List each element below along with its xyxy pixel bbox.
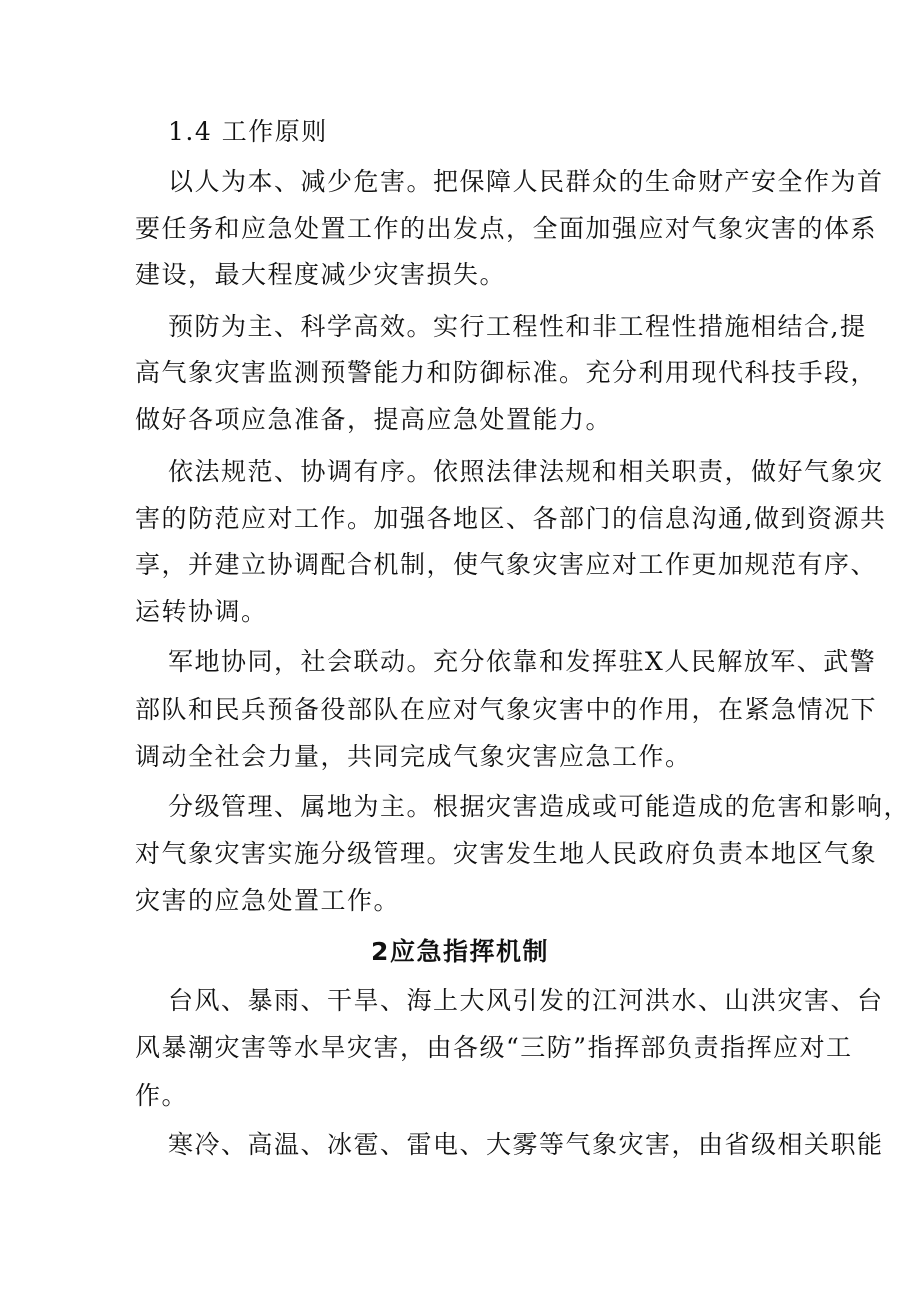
paragraph-line: 对气象灾害实施分级管理。灾害发生地人民政府负责本地区气象 <box>135 839 878 868</box>
paragraph-line: 建设，最大程度减少灾害损失。 <box>135 260 507 289</box>
paragraph-line: 风暴潮灾害等水旱灾害，由各级“三防”指挥部负责指挥应对工 <box>135 1033 853 1062</box>
section-heading-2: 2应急指挥机制 <box>371 937 549 966</box>
section-heading-1-4: 1.4 工作原则 <box>168 117 328 146</box>
paragraph-line: 以人为本、减少危害。把保障人民群众的生命财产安全作为首 <box>168 167 884 196</box>
paragraph-line: 作。 <box>135 1081 189 1110</box>
paragraph-line: 依法规范、协调有序。依照法律法规和相关职责，做好气象灾 <box>168 457 884 486</box>
paragraph-line: 调动全社会力量，共同完成气象灾害应急工作。 <box>135 742 692 771</box>
paragraph-line: 运转协调。 <box>135 597 268 626</box>
paragraph-line: 要任务和应急处置工作的出发点，全面加强应对气象灾害的体系 <box>135 214 878 243</box>
paragraph-line: 享，并建立协调配合机制，使气象灾害应对工作更加规范有序、 <box>135 550 878 579</box>
paragraph-line: 寒冷、高温、冰雹、雷电、大雾等气象灾害，由省级相关职能 <box>168 1130 884 1159</box>
paragraph-line: 分级管理、属地为主。根据灾害造成或可能造成的危害和影响， <box>168 792 911 821</box>
paragraph-line: 台风、暴雨、干旱、海上大风引发的江河洪水、山洪灾害、台 <box>168 986 884 1015</box>
paragraph-line: 害的防范应对工作。加强各地区、各部门的信息沟通,做到资源共 <box>135 504 887 533</box>
paragraph-line: 预防为主、科学高效。实行工程性和非工程性措施相结合,提 <box>168 312 867 341</box>
paragraph-line: 军地协同，社会联动。充分依靠和发挥驻X人民解放军、武警 <box>168 647 877 676</box>
paragraph-line: 部队和民兵预备役部队在应对气象灾害中的作用，在紧急情况下 <box>135 695 878 724</box>
paragraph-line: 灾害的应急处置工作。 <box>135 886 401 915</box>
paragraph-line: 做好各项应急准备，提高应急处置能力。 <box>135 405 613 434</box>
paragraph-line: 高气象灾害监测预警能力和防御标准。充分利用现代科技手段， <box>135 358 878 387</box>
